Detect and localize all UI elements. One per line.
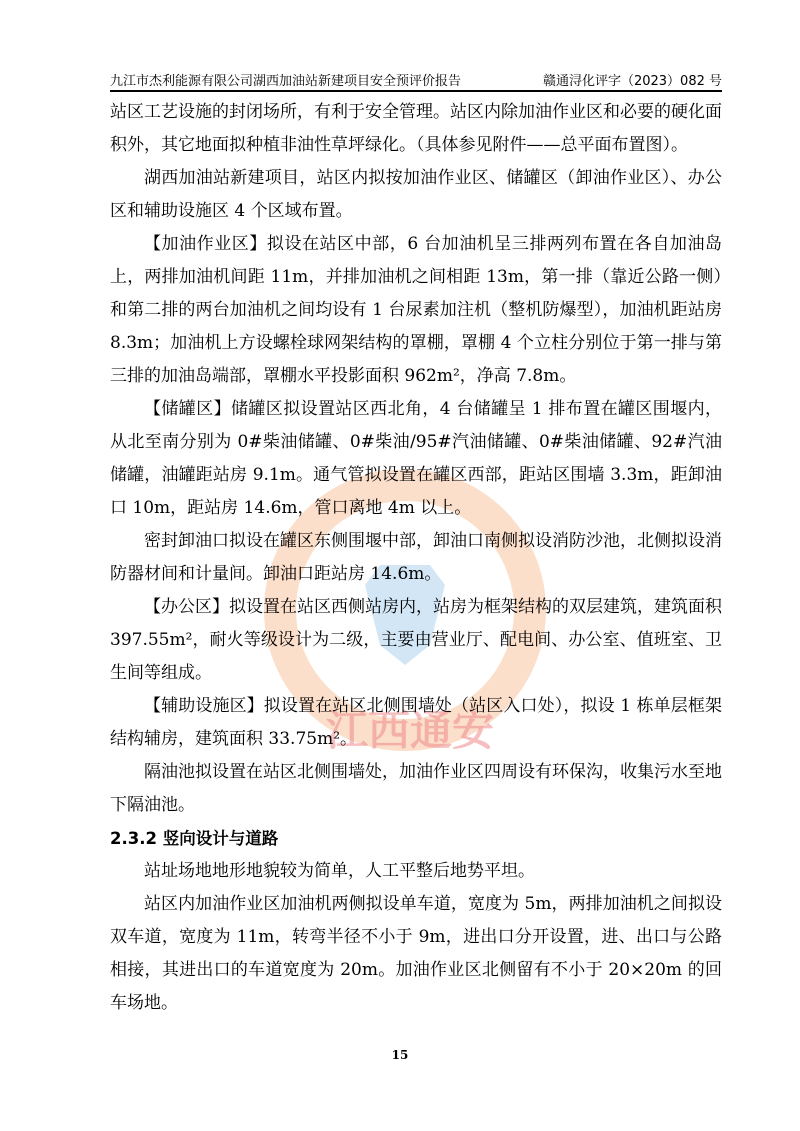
paragraph-office-area: 【办公区】拟设置在站区西侧站房内，站房为框架结构的双层建筑，建筑面积 397.55m²，耐火等级设计为二级，主要由营业厅、配电间、办公室、值班室、卫生间等组成。: [110, 597, 722, 683]
paragraph-tank-area: 【储罐区】储罐区拟设置站区西北角，4 台储罐呈 1 排布置在罐区围堰内，从北至南分别为 0#柴油储罐、0#柴油/95#汽油储罐、0#柴油储罐、92#汽油储罐，油罐距站房 9.1m。通气管拟设置在罐区西部，距站区围墙 3.3m，距卸油口 10m，距站房 14.6m，管口离地 4m 以上。: [110, 399, 722, 518]
page-number: 15: [391, 1048, 409, 1062]
report-title: 九江市杰利能源有限公司湖西加油站新建项目安全预评价报告: [110, 74, 462, 89]
paragraph-roads: 站区内加油作业区加油机两侧拟设单车道，宽度为 5m，两排加油机之间拟设双车道，宽度为 11m，转弯半径不小于 9m，进出口分开设置，进、出口与公路相接，其进出口的车道宽度为 20m。加油作业区北侧留有不小于 20×20m 的回车场地。: [110, 894, 722, 1013]
paragraph-refuel-area: 【加油作业区】拟设在站区中部，6 台加油机呈三排两列布置在各自加油岛上，两排加油机间距 11m，并排加油机之间相距 13m，第一排（靠近公路一侧）和第二排的两台加油机之间均设有 1 台尿素加注机（整机防爆型），加油机距站房 8.3m；加油机上方设螺栓球网架结构的罩棚，罩棚 4 个立柱分别位于第一排与第三排的加油岛端部，罩棚水平投影面积 962m²，净高 7.8m。: [110, 234, 722, 386]
paragraph-1: 站区工艺设施的封闭场所，有利于安全管理。站区内除加油作业区和必要的硬化面积外，其它地面拟种植非油性草坪绿化。（具体参见附件——总平面布置图）。: [110, 102, 722, 155]
paragraph-terrain: 站址场地地形地貌较为简单，人工平整后地势平坦。: [144, 861, 535, 881]
paragraph-oil-separator: 隔油池拟设置在站区北侧围墙处，加油作业区四周设有环保沟，收集污水至地下隔油池。: [110, 762, 722, 815]
document-body: [110, 96, 722, 1020]
section-heading: 2.3.2 竖向设计与道路: [110, 829, 279, 848]
paragraph-unloading: 密封卸油口拟设在罐区东侧围堰中部，卸油口南侧拟设消防沙池，北侧拟设消防器材间和计量间。卸油口距站房 14.6m。: [110, 531, 722, 584]
page-header: [110, 68, 722, 92]
paragraph-2: 湖西加油站新建项目，站区内拟按加油作业区、储罐区（卸油作业区）、办公区和辅助设施区 4 个区域布置。: [110, 168, 722, 221]
paragraph-auxiliary-area: 【辅助设施区】拟设置在站区北侧围墙处（站区入口处），拟设 1 栋单层框架结构辅房，建筑面积 33.75m²。: [110, 696, 722, 749]
report-number: 赣通浔化评字（2023）082 号: [542, 74, 722, 89]
watermark-text: 江西通安: [325, 706, 495, 755]
